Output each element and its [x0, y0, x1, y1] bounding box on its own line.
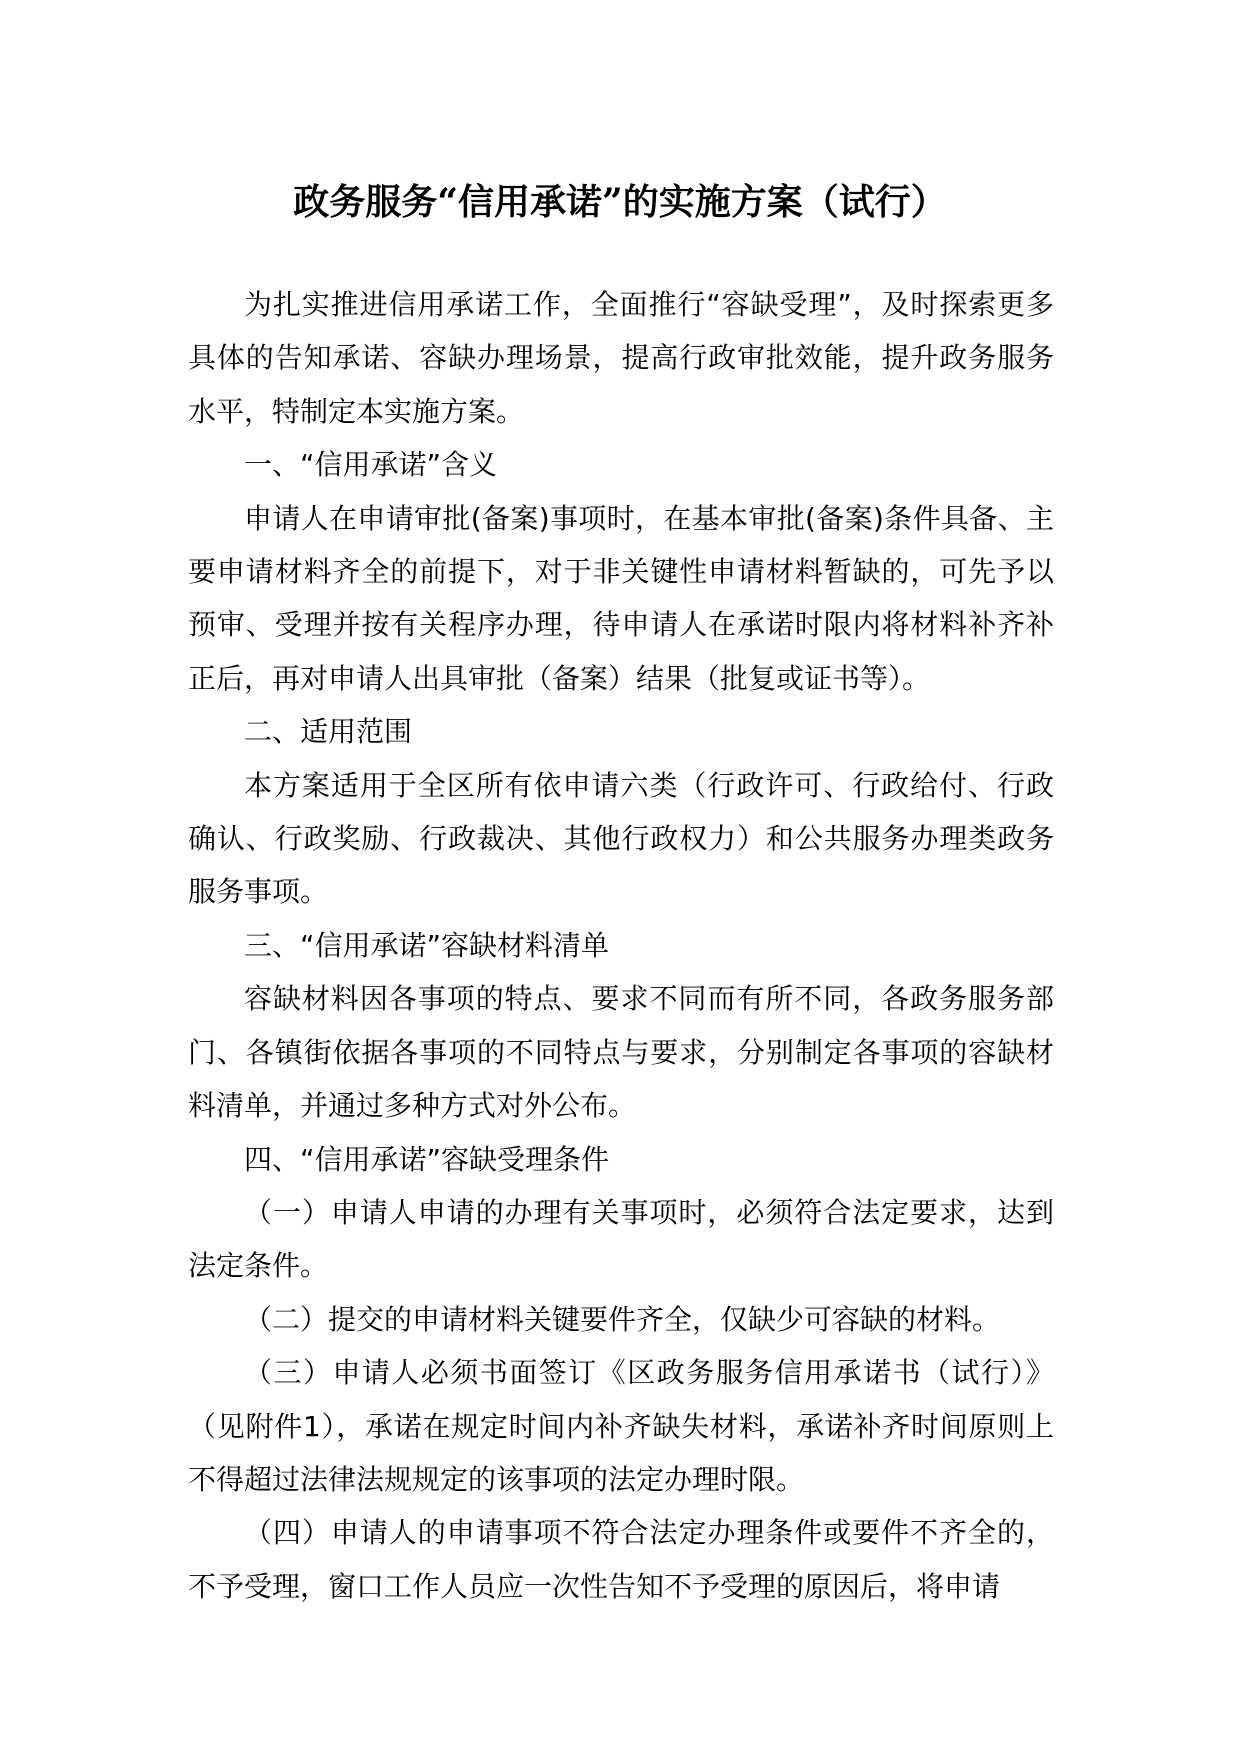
section-heading-material-list: 三、“信用承诺”容缺材料清单 — [244, 928, 610, 962]
intro-paragraph: 为扎实推进信用承诺工作，全面推行“容缺受理”，及时探索更多具体的告知承诺、容缺办理场景，提高行政审批效能，提升政务服务水平，特制定本实施方案。 — [188, 288, 1054, 428]
document-title: 政务服务“信用承诺”的实施方案（试行） — [293, 181, 947, 223]
material-list-paragraph: 容缺材料因各事项的特点、要求不同而有所不同，各政务服务部门、各镇街依据各事项的不同特点与要求，分别制定各事项的容缺材料清单，并通过多种方式对外公布。 — [188, 982, 1054, 1123]
section-heading-scope: 二、适用范围 — [244, 715, 413, 749]
section-heading-meaning: 一、“信用承诺”含义 — [244, 448, 498, 482]
meaning-paragraph: 申请人在申请审批(备案)事项时，在基本审批(备案)条件具备、主要申请材料齐全的前提下，对于非关键性申请材料暂缺的，可先予以预审、受理并按有关程序办理，待申请人在承诺时限内将材料补齐补正后，再对申请人出具审批（备案）结果（批复或证书等）。 — [188, 501, 1054, 695]
document-body — [188, 278, 1054, 1613]
condition-item-2: （二）提交的申请材料关键要件齐全，仅缺少可容缺的材料。 — [244, 1302, 1001, 1336]
condition-item-1: （一）申请人申请的办理有关事项时，必须符合法定要求，达到法定条件。 — [188, 1195, 1054, 1283]
condition-item-4: （四）申请人的申请事项不符合法定办理条件或要件不齐全的，不予受理，窗口工作人员应一次性告知不予受理的原因后，将申请 — [188, 1516, 1054, 1603]
condition-item-3: （三）申请人必须书面签订《区政务服务信用承诺书（试行）》（见附件1），承诺在规定时间内补齐缺失材料，承诺补齐时间原则上不得超过法律法规规定的该事项的法定办理时限。 — [188, 1356, 1054, 1496]
section-heading-conditions: 四、“信用承诺”容缺受理条件 — [244, 1142, 610, 1176]
scope-paragraph: 本方案适用于全区所有依申请六类（行政许可、行政给付、行政确认、行政奖励、行政裁决、其他行政权力）和公共服务办理类政务服务事项。 — [188, 768, 1054, 909]
